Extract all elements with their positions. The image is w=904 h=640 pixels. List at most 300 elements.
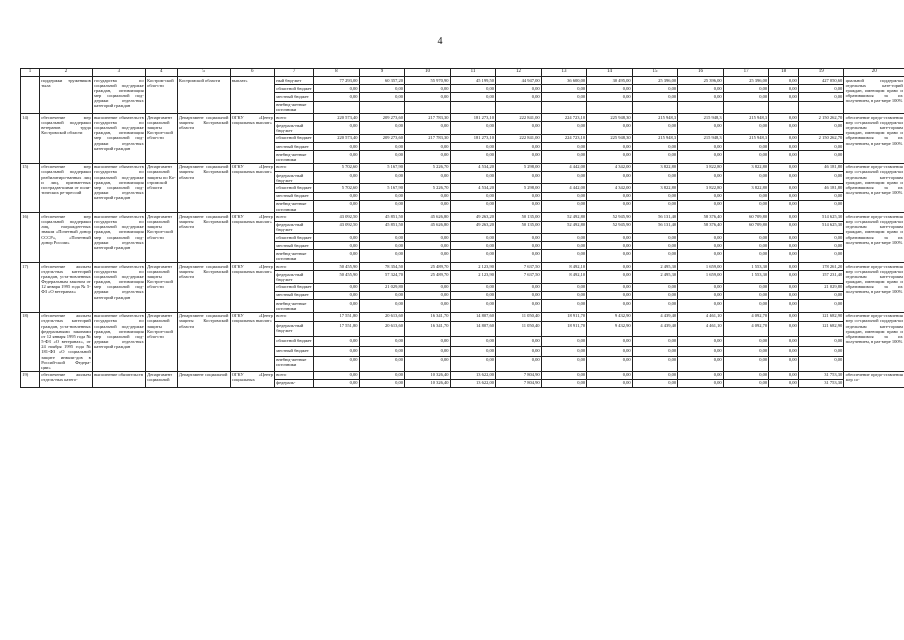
- amount-cell: 0,00: [798, 300, 844, 313]
- amount-cell: 11 050,40: [496, 312, 542, 322]
- amount-cell: 0,00: [359, 291, 405, 299]
- amount-cell: 0,00: [587, 85, 633, 93]
- amount-cell: 0,00: [769, 283, 799, 291]
- funding-source: всего: [275, 371, 314, 379]
- amount-cell: 0,00: [587, 93, 633, 101]
- amount-cell: 222 841,00: [496, 134, 542, 142]
- amount-cell: 0,00: [798, 171, 844, 184]
- expected-result: обеспечение предо-ставления мер со-циальной поддерж-ки отдельным кате-гориям граждан, имеющим право и обратившимся за их получением, в раз-мере 100%: [844, 114, 904, 164]
- amount-cell: [769, 101, 799, 114]
- amount-cell: 1 553,30: [723, 262, 769, 270]
- amount-cell: 0,00: [723, 234, 769, 242]
- amount-cell: 0,00: [314, 234, 360, 242]
- amount-cell: 0,00: [541, 346, 587, 356]
- row-number: 16): [21, 213, 40, 263]
- column-number: 17: [723, 69, 769, 77]
- amount-cell: 0,00: [450, 242, 496, 250]
- amount-cell: 0,00: [359, 337, 405, 347]
- task-text: выполнение обязательств государства по социальной под-держке граждан, оптимизация мер социальной под-держки отдель-ных категорий граждан: [92, 213, 145, 263]
- column-number: 6: [230, 69, 274, 77]
- amount-cell: 0,00: [450, 171, 496, 184]
- amount-cell: 215 948,3: [632, 114, 678, 122]
- recipient-text: ОГКУ «Центр социальных выплат»: [230, 312, 274, 371]
- amount-cell: 0,00: [632, 143, 678, 151]
- amount-cell: 217 783,30: [405, 134, 451, 142]
- amount-cell: 215 948,3: [678, 114, 724, 122]
- funding-source: всего: [275, 262, 314, 270]
- coexecutor-text: Департамент социальной защиты Костромской области: [177, 163, 230, 213]
- amount-cell: [450, 101, 496, 114]
- amount-cell: 0,00: [587, 192, 633, 200]
- amount-cell: 9 432,90: [587, 312, 633, 322]
- funding-source: ный бюд-жет: [275, 77, 314, 85]
- amount-cell: 220 573,40: [314, 134, 360, 142]
- column-number: 10: [405, 69, 451, 77]
- amount-cell: 0,00: [798, 192, 844, 200]
- amount-cell: 0,00: [769, 77, 799, 85]
- column-number: 4: [145, 69, 177, 77]
- amount-cell: [678, 101, 724, 114]
- amount-cell: 4 439,40: [632, 322, 678, 337]
- amount-cell: 0,00: [769, 271, 799, 284]
- amount-cell: 57 324,70: [359, 271, 405, 284]
- amount-cell: 0,00: [632, 85, 678, 93]
- amount-cell: 0,00: [405, 200, 451, 213]
- executor-text: Костром-ской обла-сти: [145, 77, 177, 114]
- amount-cell: 0,00: [632, 283, 678, 291]
- amount-cell: 0,00: [678, 283, 724, 291]
- measure-name: обеспечение жильем отдель-ных категорий граждан, уста-новленных федеральными законами от 12 января 1995 года № 5-ФЗ «О ветеранах», от 24 ноября 1995 года № 181-ФЗ «О социальной защите инвали-дов в Россий-ской Федера-ции»: [41, 313, 91, 370]
- amount-cell: 0,00: [496, 242, 542, 250]
- amount-cell: 209 273,60: [359, 134, 405, 142]
- amount-cell: 0,00: [587, 346, 633, 356]
- amount-cell: 60 709,80: [723, 213, 769, 221]
- amount-cell: [723, 101, 769, 114]
- amount-cell: 427 050,60: [798, 77, 844, 85]
- amount-cell: 0,00: [450, 122, 496, 135]
- amount-cell: 0,00: [723, 192, 769, 200]
- amount-cell: 0,00: [798, 200, 844, 213]
- amount-cell: 7 804,90: [496, 379, 542, 387]
- amount-cell: 4 461,10: [678, 312, 724, 322]
- task-text: выполнение обязательств государства по социальной под-держке граждан, оптимизация мер социальной под-держки отдель-ных категорий граждан: [92, 312, 145, 371]
- amount-cell: 0,00: [541, 93, 587, 101]
- amount-cell: 0,00: [405, 300, 451, 313]
- amount-cell: 0,00: [798, 291, 844, 299]
- amount-cell: 0,00: [678, 356, 724, 371]
- executor-text: Департамент социальной защиты Кострое-ской обла-сти: [145, 114, 177, 164]
- amount-cell: 0,00: [314, 122, 360, 135]
- amount-cell: 0,00: [405, 93, 451, 101]
- amount-cell: 0,00: [798, 85, 844, 93]
- amount-cell: 49 263,20: [450, 221, 496, 234]
- expected-result: обеспечение предо-ставления мер со-: [844, 371, 904, 387]
- amount-cell: 0,00: [314, 200, 360, 213]
- amount-cell: 0,00: [496, 356, 542, 371]
- column-number: 20: [844, 69, 904, 77]
- amount-cell: 0,00: [587, 122, 633, 135]
- amount-cell: 0,00: [632, 151, 678, 164]
- amount-cell: 0,00: [314, 85, 360, 93]
- amount-cell: 0,00: [632, 346, 678, 356]
- amount-cell: 0,00: [678, 291, 724, 299]
- amount-cell: 56 131,40: [632, 221, 678, 234]
- recipient-text: ОГКУ «Центр социальных выплат»: [230, 262, 274, 312]
- amount-cell: 0,00: [359, 242, 405, 250]
- amount-cell: 0,00: [632, 356, 678, 371]
- coexecutor-text: Департамент социальной: [177, 371, 230, 387]
- coexecutor-text: Департамент социальной защиты Костромской области: [177, 262, 230, 312]
- funding-source: федераль-ный бюд-жет: [275, 322, 314, 337]
- funding-source: областной бюджет: [275, 337, 314, 347]
- amount-cell: 1 659,00: [678, 262, 724, 270]
- amount-cell: 0,00: [723, 379, 769, 387]
- amount-cell: 514 625,30: [798, 221, 844, 234]
- row-number: [21, 77, 40, 114]
- amount-cell: 56 131,40: [632, 213, 678, 221]
- amount-cell: 4 442,00: [541, 184, 587, 192]
- amount-cell: 0,00: [723, 200, 769, 213]
- amount-cell: 0,00: [769, 300, 799, 313]
- amount-cell: 13 622,00: [450, 371, 496, 379]
- amount-cell: 58 376,40: [678, 221, 724, 234]
- amount-cell: 0,00: [769, 234, 799, 242]
- amount-cell: 31 753,30: [798, 379, 844, 387]
- amount-cell: 25 489,70: [405, 262, 451, 270]
- amount-cell: 60 709,80: [723, 221, 769, 234]
- amount-cell: 45 851,50: [359, 213, 405, 221]
- amount-cell: 0,00: [587, 371, 633, 379]
- amount-cell: 0,00: [496, 171, 542, 184]
- amount-cell: 0,00: [723, 337, 769, 347]
- amount-cell: 0,00: [632, 200, 678, 213]
- amount-cell: 0,00: [769, 337, 799, 347]
- amount-cell: 0,00: [723, 151, 769, 164]
- amount-cell: 0,00: [496, 283, 542, 291]
- amount-cell: 25 489,70: [405, 271, 451, 284]
- row-number: 14): [21, 114, 40, 164]
- amount-cell: 0,00: [405, 234, 451, 242]
- amount-cell: 0,00: [359, 192, 405, 200]
- amount-cell: 0,00: [723, 291, 769, 299]
- coexecutor-text: Департамент социальной защиты Костромской области: [177, 312, 230, 371]
- amount-cell: 17 551,80: [314, 322, 360, 337]
- amount-cell: 0,00: [450, 93, 496, 101]
- amount-cell: 0,00: [314, 171, 360, 184]
- amount-cell: 46 181,80: [798, 163, 844, 171]
- task-text: выполнение обязательств государства по социальной под-держке граждан, оптимизация мер социальной под-держки отдель-ных категорий граждан: [92, 114, 145, 164]
- funding-source: внебюд-жетные источники: [275, 300, 314, 313]
- amount-cell: 0,00: [769, 134, 799, 142]
- executor-text: Департамент социальной защиты по Ко-стромской области: [145, 163, 177, 213]
- measure-name: обеспечение мер социальной поддержки ветеранов труда Костромской области: [40, 114, 93, 164]
- expected-result: обеспечение предо-ставления мер со-циальной поддерж-ки отдельным кате-гориям граждан, имеющим право и обратившимся за их получением, в раз-мере 100%: [844, 312, 904, 371]
- amount-cell: 58 376,40: [678, 213, 724, 221]
- amount-cell: 0,00: [769, 322, 799, 337]
- amount-cell: 0,00: [678, 122, 724, 135]
- amount-cell: 4 342,00: [587, 184, 633, 192]
- amount-cell: 2 495,30: [632, 262, 678, 270]
- amount-cell: 0,00: [314, 192, 360, 200]
- coexecutor-text: Департамент социальной защиты Костромской области: [177, 114, 230, 164]
- amount-cell: 0,00: [769, 356, 799, 371]
- funding-source: всего: [275, 163, 314, 171]
- amount-cell: 55 970,90: [405, 77, 451, 85]
- amount-cell: 5 167,90: [359, 184, 405, 192]
- amount-cell: 50 135,00: [496, 213, 542, 221]
- amount-cell: 0,00: [359, 371, 405, 379]
- amount-cell: 0,00: [798, 143, 844, 151]
- amount-cell: 0,00: [587, 283, 633, 291]
- amount-cell: 0,00: [359, 356, 405, 371]
- amount-cell: 0,00: [496, 93, 542, 101]
- amount-cell: 0,00: [359, 85, 405, 93]
- amount-cell: 0,00: [496, 192, 542, 200]
- amount-cell: 21 029,80: [359, 283, 405, 291]
- amount-cell: 0,00: [723, 93, 769, 101]
- amount-cell: 18 911,70: [541, 322, 587, 337]
- amount-cell: 0,00: [450, 85, 496, 93]
- amount-cell: 0,00: [678, 346, 724, 356]
- amount-cell: 224 723,10: [541, 134, 587, 142]
- funding-source: всего: [275, 312, 314, 322]
- coexecutor-text: Департамент социальной защиты Костромской области: [177, 213, 230, 263]
- amount-cell: 0,00: [587, 234, 633, 242]
- amount-cell: 0,00: [632, 337, 678, 347]
- amount-cell: 0,00: [678, 151, 724, 164]
- amount-cell: 10 326,40: [405, 371, 451, 379]
- task-text: государства по социальной под-держке граждан, оптимизация мер социальной под-держки отдель-ных категорий граждан: [92, 77, 145, 114]
- table-row: [21, 371, 904, 379]
- table-row: [21, 262, 904, 270]
- funding-source: областной бюджет: [275, 134, 314, 142]
- amount-cell: 0,00: [769, 200, 799, 213]
- amount-cell: 0,00: [587, 250, 633, 263]
- amount-cell: 3 822,80: [723, 163, 769, 171]
- amount-cell: 0,00: [359, 346, 405, 356]
- amount-cell: 0,00: [496, 337, 542, 347]
- amount-cell: 0,00: [769, 163, 799, 171]
- amount-cell: 0,00: [405, 346, 451, 356]
- amount-cell: 20 613,60: [359, 312, 405, 322]
- column-number: 14: [587, 69, 633, 77]
- amount-cell: 0,00: [798, 234, 844, 242]
- funding-source: всего: [275, 114, 314, 122]
- amount-cell: 31 753,30: [798, 371, 844, 379]
- amount-cell: 0,00: [405, 242, 451, 250]
- amount-cell: 0,00: [678, 371, 724, 379]
- row-number: 15): [21, 163, 40, 213]
- amount-cell: 1 553,30: [723, 271, 769, 284]
- amount-cell: 16 341,70: [405, 312, 451, 322]
- column-number: 19: [798, 69, 844, 77]
- column-number: 16: [678, 69, 724, 77]
- column-number: 7: [275, 69, 314, 77]
- recipient-text: ОГКУ «Центр социальных выплат»: [230, 114, 274, 164]
- amount-cell: 0,00: [587, 200, 633, 213]
- amount-cell: 0,00: [359, 151, 405, 164]
- amount-cell: 224 723,10: [541, 114, 587, 122]
- amount-cell: 0,00: [541, 122, 587, 135]
- funding-source: всего: [275, 213, 314, 221]
- funding-source: областной бюджет: [275, 234, 314, 242]
- amount-cell: 0,00: [496, 151, 542, 164]
- amount-cell: 0,00: [678, 200, 724, 213]
- measure-name: обеспечение мер социальной поддержки реабилитиро-ванных лиц и лиц, признан-ных пострадав-шими от поли-тических ре-прессий: [40, 163, 93, 213]
- amount-cell: 0,00: [450, 234, 496, 242]
- amount-cell: 0,00: [541, 356, 587, 371]
- amount-cell: 0,00: [450, 346, 496, 356]
- coexecutor-text: Костромской области: [177, 77, 230, 114]
- amount-cell: 25 396,00: [632, 77, 678, 85]
- amount-cell: 0,00: [314, 379, 360, 387]
- amount-cell: 225 948,30: [587, 114, 633, 122]
- amount-cell: 0,00: [587, 143, 633, 151]
- amount-cell: 5 298,00: [496, 184, 542, 192]
- table-row: [21, 213, 904, 221]
- amount-cell: 2 150 262,70: [798, 134, 844, 142]
- amount-cell: 5 226,70: [405, 163, 451, 171]
- amount-cell: 0,00: [496, 143, 542, 151]
- amount-cell: 18 911,70: [541, 312, 587, 322]
- amount-cell: 0,00: [314, 151, 360, 164]
- amount-cell: 121 682,90: [798, 312, 844, 322]
- amount-cell: 0,00: [405, 151, 451, 164]
- amount-cell: 0,00: [769, 114, 799, 122]
- amount-cell: [359, 101, 405, 114]
- row-number: 17): [21, 262, 40, 312]
- amount-cell: 8 492,10: [541, 271, 587, 284]
- column-number: 3: [92, 69, 145, 77]
- amount-cell: 0,00: [678, 143, 724, 151]
- amount-cell: 14 807,60: [450, 312, 496, 322]
- amount-cell: 0,00: [450, 291, 496, 299]
- funding-source: федераль-ный бюд-жет: [275, 122, 314, 135]
- amount-cell: 0,00: [769, 291, 799, 299]
- amount-cell: 0,00: [314, 143, 360, 151]
- amount-cell: 0,00: [587, 171, 633, 184]
- amount-cell: 0,00: [541, 250, 587, 263]
- amount-cell: 0,00: [405, 122, 451, 135]
- amount-cell: 0,00: [450, 200, 496, 213]
- amount-cell: 0,00: [678, 379, 724, 387]
- amount-cell: 0,00: [405, 85, 451, 93]
- amount-cell: 0,00: [450, 337, 496, 347]
- amount-cell: 0,00: [359, 379, 405, 387]
- funding-source: местный бюджет: [275, 242, 314, 250]
- amount-cell: 45 626,80: [405, 221, 451, 234]
- amount-cell: 0,00: [723, 85, 769, 93]
- funding-source: областной бюджет: [275, 283, 314, 291]
- amount-cell: 0,00: [632, 93, 678, 101]
- amount-cell: 0,00: [405, 171, 451, 184]
- amount-cell: 0,00: [632, 234, 678, 242]
- table-row: [21, 77, 904, 85]
- funding-source: федераль-ный бюд-жет: [275, 221, 314, 234]
- amount-cell: [405, 101, 451, 114]
- amount-cell: 0,00: [450, 300, 496, 313]
- column-number: 11: [450, 69, 496, 77]
- amount-cell: 8 492,10: [541, 262, 587, 270]
- amount-cell: 0,00: [541, 379, 587, 387]
- funding-source: внебюд-жетные источники: [275, 356, 314, 371]
- amount-cell: 49 263,20: [450, 213, 496, 221]
- amount-cell: 0,00: [314, 291, 360, 299]
- amount-cell: 0,00: [314, 93, 360, 101]
- measure-name: обеспечение жильем отдель-ных категорий граждан, уста-новленных Федеральным законом от 12 января 1995 года № 5-ФЗ «О ветеранах»: [40, 262, 93, 312]
- amount-cell: 4 092,70: [723, 312, 769, 322]
- amount-cell: 0,00: [496, 200, 542, 213]
- amount-cell: 0,00: [723, 346, 769, 356]
- amount-cell: 3 822,80: [632, 163, 678, 171]
- amount-cell: 514 625,30: [798, 213, 844, 221]
- row-number: 19): [21, 371, 40, 387]
- header-row: [21, 69, 904, 77]
- amount-cell: 0,00: [798, 356, 844, 371]
- amount-cell: 0,00: [632, 300, 678, 313]
- amount-cell: 220 573,40: [314, 114, 360, 122]
- funding-source: местный бюджет: [275, 291, 314, 299]
- amount-cell: 0,00: [723, 143, 769, 151]
- amount-cell: 0,00: [405, 250, 451, 263]
- amount-cell: 9 432,90: [587, 322, 633, 337]
- amount-cell: [587, 101, 633, 114]
- funding-source: внебюд-жетные источники: [275, 200, 314, 213]
- amount-cell: 0,00: [314, 242, 360, 250]
- amount-cell: 2 123,90: [450, 271, 496, 284]
- amount-cell: [496, 101, 542, 114]
- amount-cell: 0,00: [541, 143, 587, 151]
- amount-cell: 178 261,20: [798, 262, 844, 270]
- amount-cell: [798, 101, 844, 114]
- amount-cell: 181 273,10: [450, 134, 496, 142]
- funding-source: областной бюджет: [275, 85, 314, 93]
- amount-cell: 5 298,00: [496, 163, 542, 171]
- amount-cell: 20 613,60: [359, 322, 405, 337]
- amount-cell: 14 807,60: [450, 322, 496, 337]
- amount-cell: 0,00: [769, 262, 799, 270]
- amount-cell: 4 534,20: [450, 184, 496, 192]
- amount-cell: 50 455,90: [314, 271, 360, 284]
- amount-cell: 0,00: [314, 356, 360, 371]
- amount-cell: 0,00: [450, 143, 496, 151]
- amount-cell: 215 948,3: [678, 134, 724, 142]
- amount-cell: 0,00: [405, 283, 451, 291]
- funding-source: местный бюджет: [275, 346, 314, 356]
- amount-cell: 0,00: [798, 242, 844, 250]
- amount-cell: 0,00: [587, 262, 633, 270]
- amount-cell: 0,00: [587, 242, 633, 250]
- executor-text: Департамент социальной защиты Кострое-ской обла-сти: [145, 213, 177, 263]
- amount-cell: 0,00: [723, 171, 769, 184]
- amount-cell: 5 226,70: [405, 184, 451, 192]
- amount-cell: 0,00: [541, 283, 587, 291]
- amount-cell: 0,00: [541, 85, 587, 93]
- amount-cell: 0,00: [769, 221, 799, 234]
- amount-cell: 3 822,80: [632, 184, 678, 192]
- amount-cell: 0,00: [678, 250, 724, 263]
- funding-source: федераль-: [275, 379, 314, 387]
- amount-cell: 78 354,50: [359, 262, 405, 270]
- amount-cell: 0,00: [496, 122, 542, 135]
- measure-name: поддержки тружеников тыла: [40, 77, 93, 114]
- amount-cell: 0,00: [405, 356, 451, 371]
- amount-cell: 0,00: [450, 356, 496, 371]
- amount-cell: 2 495,30: [632, 271, 678, 284]
- column-number: 15: [632, 69, 678, 77]
- amount-cell: 7 804,90: [496, 371, 542, 379]
- funding-source: областной бюджет: [275, 184, 314, 192]
